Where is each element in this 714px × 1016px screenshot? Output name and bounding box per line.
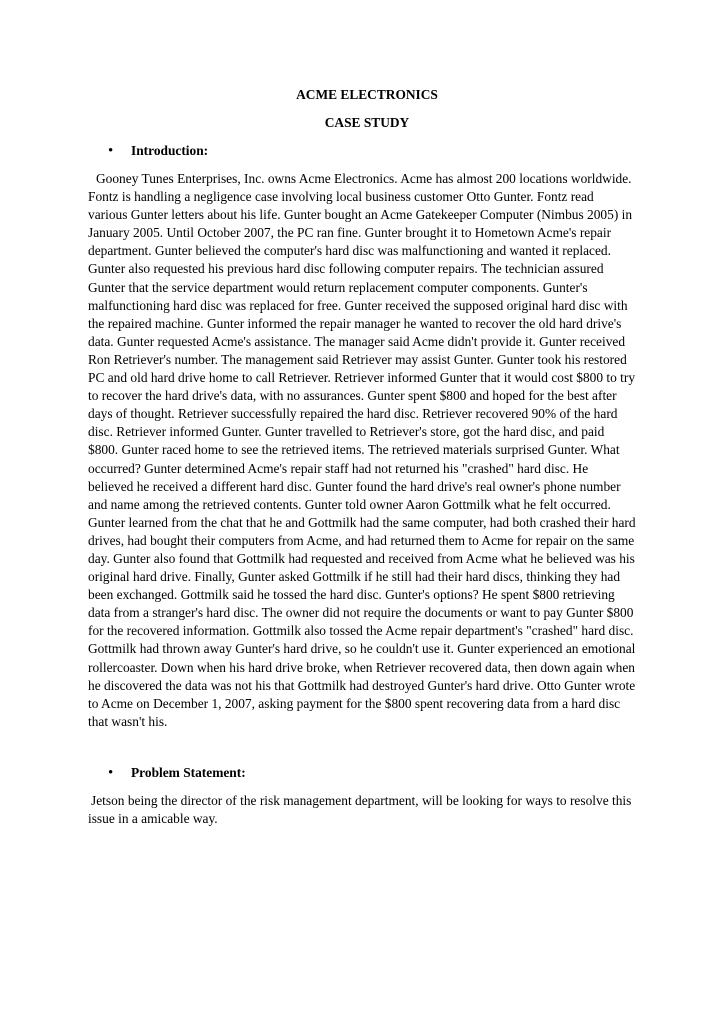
document-title: ACME ELECTRONICS (296, 87, 438, 102)
bullet-icon: • (108, 143, 114, 159)
problem-statement-heading-label: Problem Statement: (131, 764, 246, 780)
introduction-paragraph: Gooney Tunes Enterprises, Inc. owns Acme Electronics. Acme has almost 200 locations worldwide. Fontz is handling a negligence case involving local business customer Otto Gunter. Fontz read various Gunter letters about his life. Gunter bought an Acme Gatekeeper Computer (Nimbus 2005) in January 2005. Until October 2007, the PC ran fine. Gunter brought it to Hometown Acme's repair department. Gunter believed the computer's hard disc was malfunctioning and wanted it replaced. Gunter also requested his previous hard disc following computer repairs. The technician assured Gunter that the service department would return replacement computer components. Gunter's malfunctioning hard disc was replaced for free. Gunter received the supposed original hard disc with the repaired machine. Gunter informed the repair manager he wanted to recover the old hard drive's data. Gunter requested Acme's assistance. The manager said Acme didn't provide it. Gunter received Ron Retriever's number. The management said Retriever may assist Gunter. Gunter took his restored PC and old hard drive home to call Retriever. Retriever informed Gunter that it would cost $800 to try to recover the hard drive's data, with no assurances. Gunter spent $800 and hoped for the best after days of thought. Retriever successfully repaired the hard disc. Retriever recovered 90% of the hard disc. Retriever informed Gunter. Gunter travelled to Retriever's store, got the hard disc, and paid $800. Gunter raced home to see the retrieved items. The retrieved materials surprised Gunter. What occurred? Gunter determined Acme's repair staff had not returned his "crashed" hard disc. He believed he received a different hard disc. Gunter found the hard drive's real owner's phone number and name among the retrieved contents. Gunter told owner Aaron Gottmilk what he felt occurred. Gunter learned from the chat that he and Gottmilk had the same computer, had both crashed their hard drives, had bought their computers from Acme, and had returned them to Acme for repair on the same day. Gunter also found that Gottmilk had requested and received from Acme what he believed was his original hard drive. Finally, Gunter asked Gottmilk if he still had their hard discs, thinking they had been exchanged. Gottmilk said he tossed the hard disc. Gunter's options? He spent $800 retrieving data from a stranger's hard disc. The owner did not require the documents or want to pay Gunter $800 for the recovered information. Gottmilk also tossed the Acme repair department's "crashed" hard disc. Gottmilk had thrown away Gunter's hard drive, so he couldn't use it. Gunter experienced an emotional rollercoaster. Down when his hard drive broke, when Retriever recovered data, then down again when he discovered the data was not his that Gottmilk had destroyed Gunter's hard drive. Otto Gunter wrote to Acme on December 1, 2007, asking payment for the $800 spent recovering data from a hard disc that wasn't his. (88, 171, 636, 729)
introduction-heading (88, 142, 636, 160)
introduction-heading-label: Introduction: (131, 143, 209, 158)
problem-statement-paragraph: Jetson being the director of the risk management department, will be looking for ways to resolve this issue in a amicable way. (88, 792, 632, 826)
document-subtitle: CASE STUDY (324, 115, 410, 130)
problem-statement-heading (88, 764, 636, 782)
bullet-icon: • (108, 764, 114, 781)
document-page (88, 86, 636, 828)
